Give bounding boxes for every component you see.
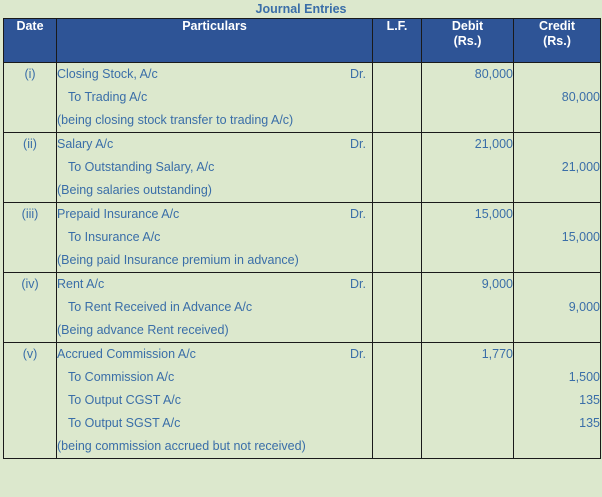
particulars-line (57, 249, 372, 272)
particulars-line (57, 366, 372, 389)
cell-ledger-folio (373, 63, 422, 133)
table-row (4, 133, 601, 203)
cell-debit-amount-line (422, 412, 513, 435)
debit-marker: Dr. (350, 277, 366, 291)
particulars-text: Closing Stock, A/c (57, 67, 158, 81)
cell-credit-amount (514, 63, 601, 133)
particulars-text: Rent A/c (57, 277, 105, 291)
particulars-text: (Being salaries outstanding) (57, 183, 212, 197)
particulars-text: To Commission A/c (68, 370, 175, 384)
particulars-text: Salary A/c (57, 137, 114, 151)
particulars-line (57, 343, 372, 366)
column-header-credit-unit: (Rs.) (543, 34, 571, 48)
table-row (4, 343, 601, 459)
column-header-particulars-label: Particulars (182, 19, 247, 33)
table-header (4, 19, 601, 63)
particulars-text: To Output SGST A/c (68, 416, 181, 430)
cell-credit-amount-line (514, 133, 600, 156)
cell-credit-amount-line (514, 435, 600, 458)
cell-debit-amount (422, 273, 514, 343)
cell-particulars (57, 133, 373, 203)
cell-credit-amount-line: 1,500 (568, 370, 600, 384)
cell-debit-amount-line (422, 156, 513, 179)
cell-debit-amount-line (422, 389, 513, 412)
cell-credit-amount-line (514, 273, 600, 296)
cell-debit-amount-line (422, 435, 513, 458)
cell-credit-amount-line: 9,000 (568, 300, 600, 314)
cell-credit-amount-line (514, 203, 600, 226)
particulars-text: (Being advance Rent received) (57, 323, 229, 337)
cell-debit-amount (422, 343, 514, 459)
page-title: Journal Entries (0, 0, 602, 18)
debit-marker: Dr. (350, 67, 366, 81)
cell-credit-amount-line (514, 319, 600, 342)
particulars-line (57, 133, 372, 156)
column-header-debit-unit: (Rs.) (453, 34, 482, 48)
cell-debit-amount-line (422, 249, 513, 272)
particulars-text: (Being paid Insurance premium in advance) (57, 253, 299, 267)
particulars-line (57, 226, 372, 249)
column-header-debit-label: Debit (451, 19, 484, 33)
cell-debit-amount-line: 21,000 (474, 137, 513, 151)
particulars-line (57, 435, 372, 458)
particulars-line (57, 319, 372, 342)
cell-ledger-folio (373, 273, 422, 343)
cell-debit-amount-line: 80,000 (474, 67, 513, 81)
cell-debit-amount-line (422, 366, 513, 389)
particulars-line (57, 412, 372, 435)
cell-ledger-folio (373, 133, 422, 203)
cell-credit-amount (514, 343, 601, 459)
particulars-text: Prepaid Insurance A/c (57, 207, 180, 221)
cell-credit-amount-line (514, 179, 600, 202)
particulars-text: (being closing stock transfer to trading A/c) (57, 113, 294, 127)
cell-ledger-folio (373, 203, 422, 273)
cell-credit-amount-line (514, 109, 600, 132)
table-row (4, 63, 601, 133)
header-row (4, 19, 601, 63)
column-header-lf-label: L.F. (386, 19, 408, 33)
cell-debit-amount-line (422, 226, 513, 249)
cell-debit-amount-line (422, 296, 513, 319)
table-body (4, 63, 601, 459)
cell-particulars (57, 273, 373, 343)
cell-debit-amount-line: 15,000 (474, 207, 513, 221)
cell-credit-amount-line: 135 (579, 416, 600, 430)
cell-particulars (57, 203, 373, 273)
cell-debit-amount-line (422, 179, 513, 202)
cell-credit-amount-line (514, 249, 600, 272)
debit-marker: Dr. (350, 347, 366, 361)
cell-date: (i) (4, 63, 57, 133)
table-row (4, 273, 601, 343)
particulars-line (57, 156, 372, 179)
cell-debit-amount-line: 1,770 (481, 347, 513, 361)
cell-debit-amount-line: 9,000 (481, 277, 513, 291)
cell-credit-amount-line: 135 (579, 393, 600, 407)
cell-date: (v) (4, 343, 57, 459)
cell-credit-amount-line: 80,000 (561, 90, 600, 104)
cell-debit-amount (422, 133, 514, 203)
cell-credit-amount-line: 21,000 (561, 160, 600, 174)
cell-date: (iv) (4, 273, 57, 343)
cell-ledger-folio (373, 343, 422, 459)
particulars-text: (being commission accrued but not received) (57, 439, 306, 453)
cell-credit-amount-line (514, 343, 600, 366)
column-header-debit (422, 19, 514, 63)
cell-debit-amount-line (422, 319, 513, 342)
particulars-text: To Trading A/c (68, 90, 148, 104)
particulars-text: To Outstanding Salary, A/c (68, 160, 215, 174)
particulars-line (57, 63, 372, 86)
column-header-date (4, 19, 57, 63)
cell-credit-amount (514, 203, 601, 273)
particulars-text: To Rent Received in Advance A/c (68, 300, 253, 314)
column-header-particulars (57, 19, 373, 63)
cell-date: (iii) (4, 203, 57, 273)
debit-marker: Dr. (350, 137, 366, 151)
debit-marker: Dr. (350, 207, 366, 221)
particulars-text: To Insurance A/c (68, 230, 161, 244)
journal-entries-table (3, 18, 601, 459)
particulars-line (57, 179, 372, 202)
cell-debit-amount (422, 203, 514, 273)
particulars-line (57, 203, 372, 226)
cell-particulars (57, 63, 373, 133)
table-row (4, 203, 601, 273)
column-header-lf (373, 19, 422, 63)
cell-debit-amount-line (422, 109, 513, 132)
column-header-credit (514, 19, 601, 63)
cell-particulars (57, 343, 373, 459)
cell-credit-amount (514, 273, 601, 343)
particulars-text: To Output CGST A/c (68, 393, 182, 407)
column-header-credit-label: Credit (538, 19, 576, 33)
particulars-line (57, 86, 372, 109)
cell-credit-amount (514, 133, 601, 203)
particulars-line (57, 109, 372, 132)
particulars-line (57, 389, 372, 412)
particulars-line (57, 273, 372, 296)
cell-credit-amount-line (514, 63, 600, 86)
cell-debit-amount-line (422, 86, 513, 109)
particulars-line (57, 296, 372, 319)
cell-debit-amount (422, 63, 514, 133)
cell-credit-amount-line: 15,000 (561, 230, 600, 244)
cell-date: (ii) (4, 133, 57, 203)
particulars-text: Accrued Commission A/c (57, 347, 196, 361)
column-header-date-label: Date (16, 19, 44, 33)
